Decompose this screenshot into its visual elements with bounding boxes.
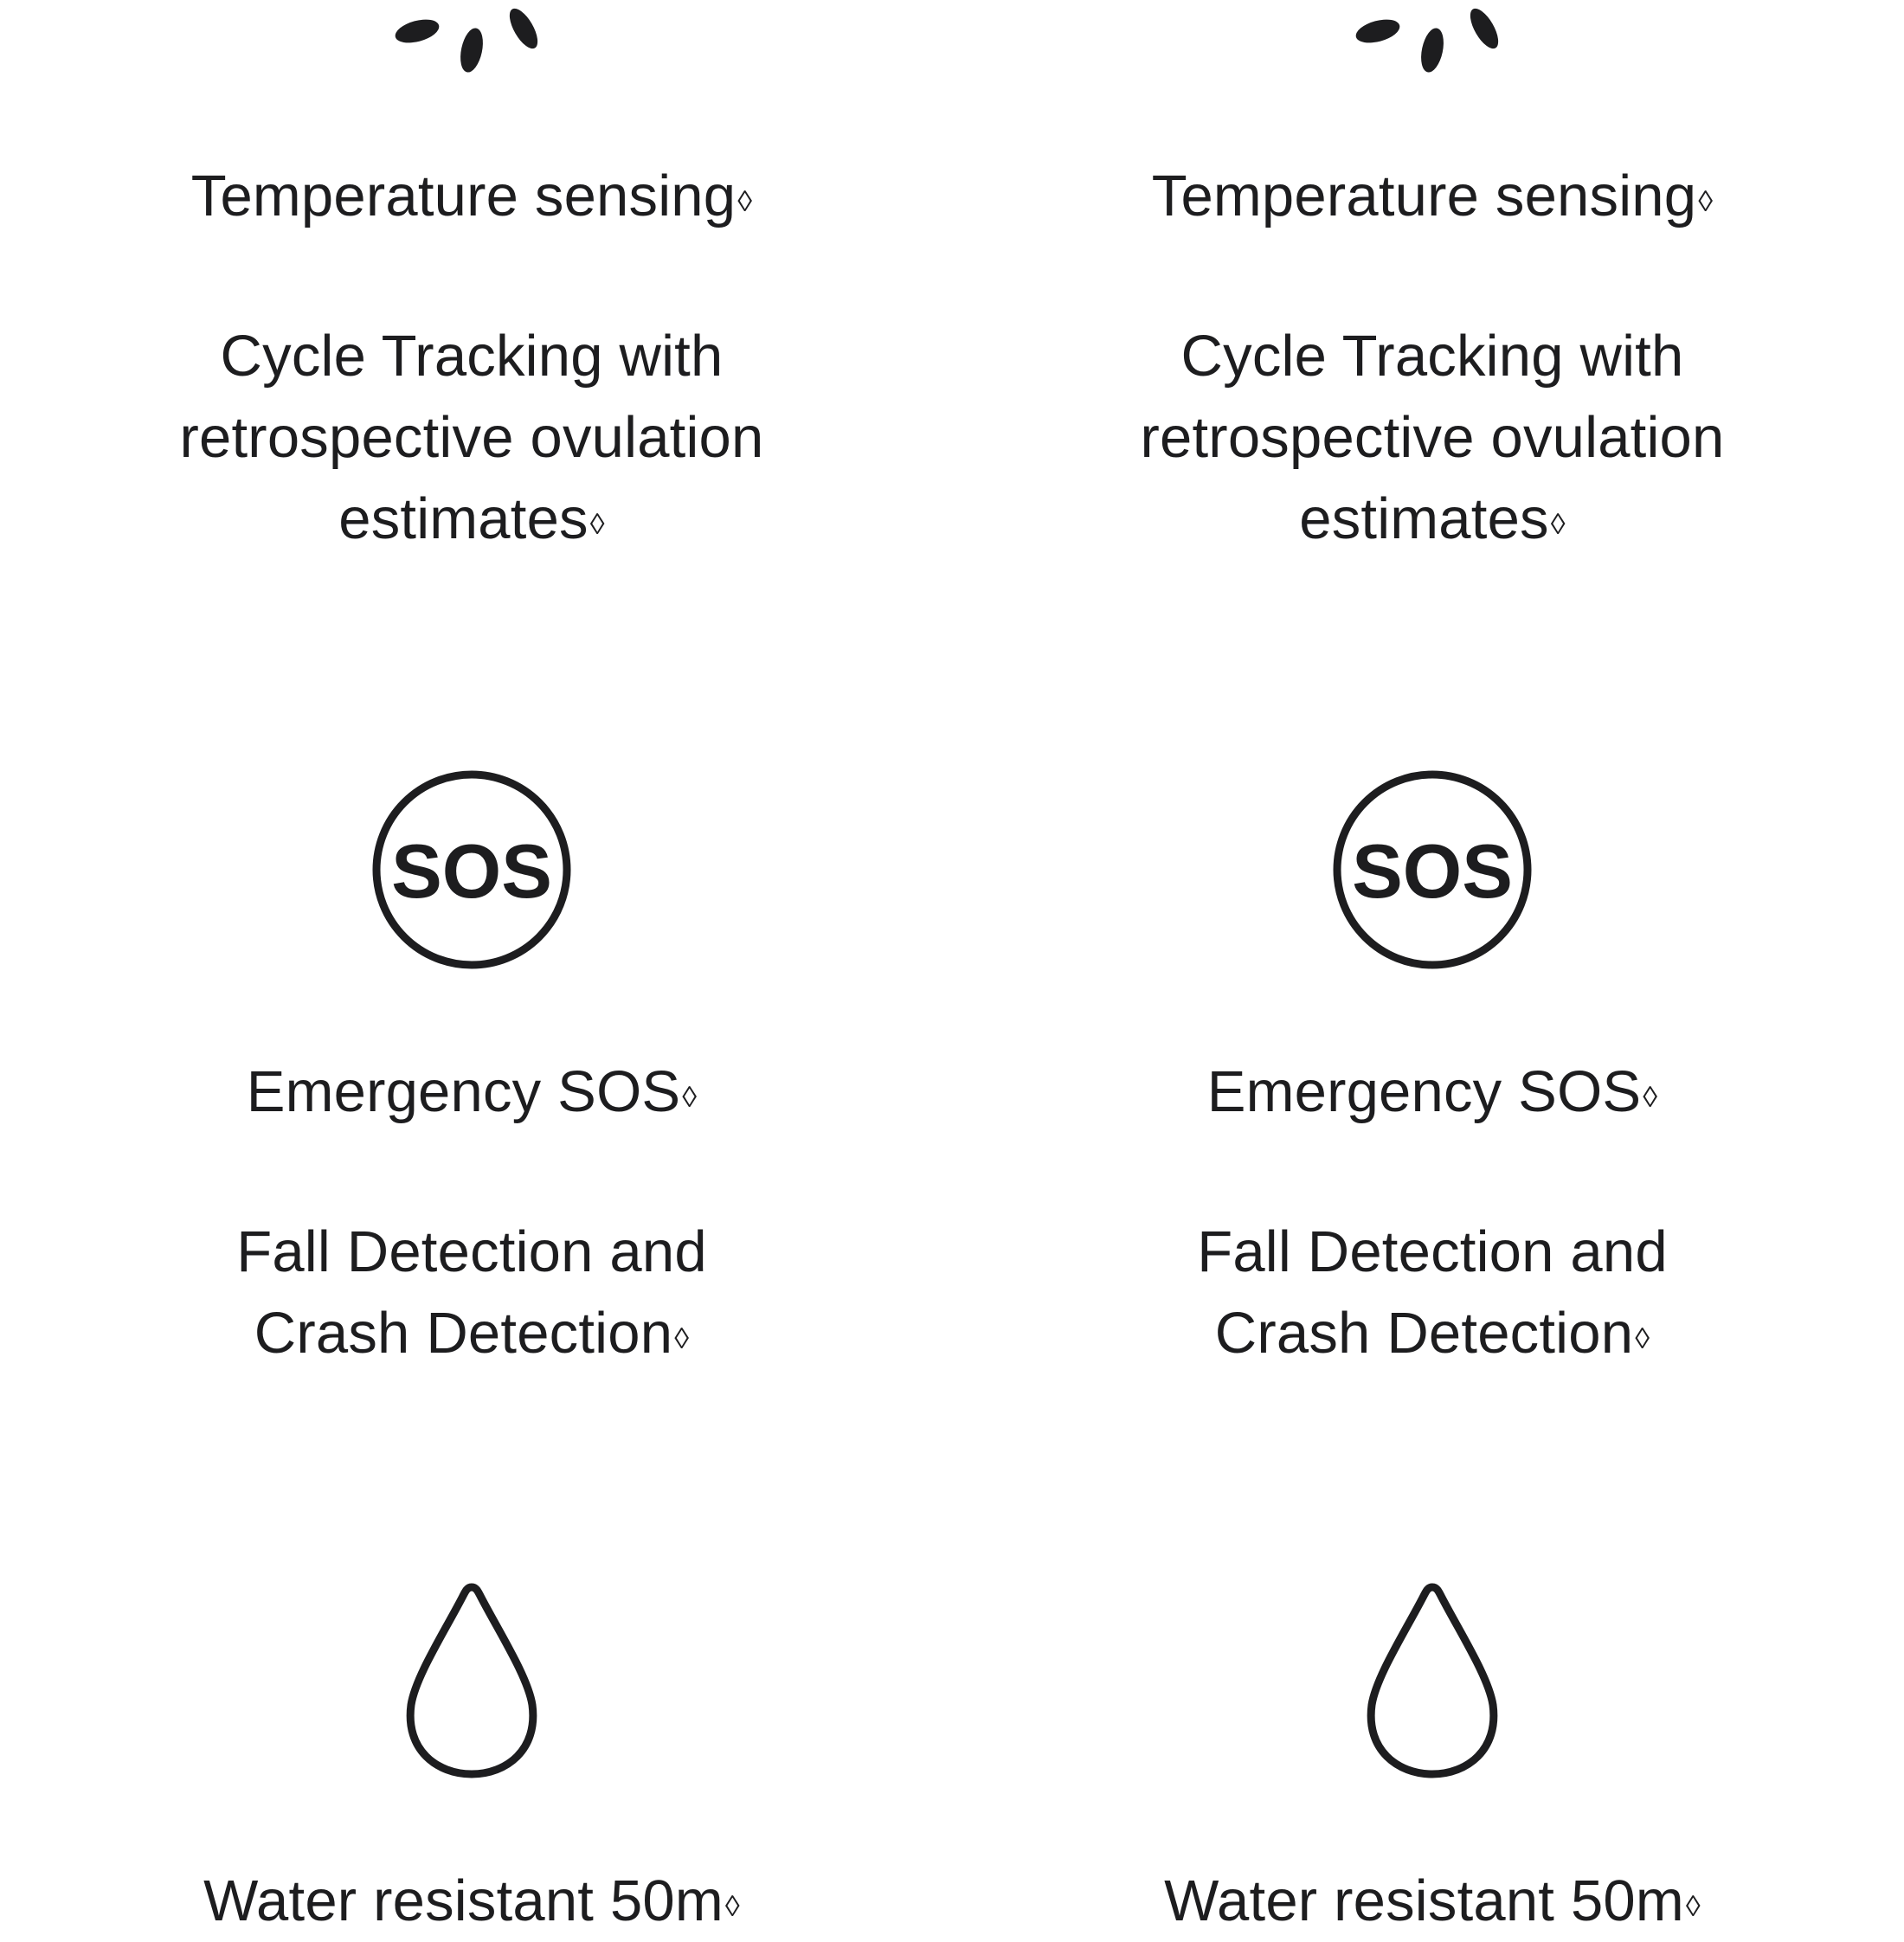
footnote-mark: ◊ xyxy=(724,1890,740,1923)
sos-icon xyxy=(1328,766,1536,974)
sparkle-icon xyxy=(394,7,550,76)
sos-icon-text: SOS xyxy=(391,828,552,914)
footnote-mark: ◊ xyxy=(1635,1322,1650,1355)
feature-emergency-sos xyxy=(1000,1051,1865,1133)
feature-emergency-sos xyxy=(39,1051,904,1133)
sos-icon xyxy=(368,766,576,974)
feature-label-line: estimates xyxy=(338,486,589,551)
footnote-mark: ◊ xyxy=(1685,1890,1701,1923)
footnote-mark: ◊ xyxy=(737,185,753,218)
footnote-mark: ◊ xyxy=(589,508,605,541)
feature-label-line: Cycle Tracking with xyxy=(220,324,724,389)
feature-fall-detection xyxy=(1000,1212,1865,1374)
water-drop-icon xyxy=(398,1577,545,1784)
feature-cycle-tracking xyxy=(39,316,904,560)
feature-cycle-tracking xyxy=(1000,316,1865,560)
feature-water-resistant xyxy=(1000,1861,1865,1942)
feature-fall-detection xyxy=(39,1212,904,1374)
feature-label-line: Fall Detection and xyxy=(236,1219,707,1284)
footnote-mark: ◊ xyxy=(1550,508,1566,541)
feature-label-line: Cycle Tracking with xyxy=(1180,324,1684,389)
footnote-mark: ◊ xyxy=(682,1081,698,1114)
feature-label-line: estimates xyxy=(1299,486,1549,551)
feature-temperature-sensing xyxy=(39,156,904,237)
feature-label: Water resistant 50m xyxy=(203,1868,724,1933)
feature-column-right xyxy=(1000,0,1865,1933)
feature-label: Temperature sensing xyxy=(1151,164,1697,228)
feature-label-line: retrospective ovulation xyxy=(1140,405,1725,470)
footnote-mark: ◊ xyxy=(1698,185,1714,218)
sparkle-icon xyxy=(1354,7,1510,76)
feature-label: Water resistant 50m xyxy=(1164,1868,1684,1933)
feature-label: Emergency SOS xyxy=(1206,1059,1642,1124)
footnote-mark: ◊ xyxy=(1643,1081,1658,1114)
feature-label: Temperature sensing xyxy=(190,164,737,228)
feature-label: Emergency SOS xyxy=(246,1059,681,1124)
feature-label-line: retrospective ovulation xyxy=(179,405,764,470)
feature-temperature-sensing xyxy=(1000,156,1865,237)
feature-water-resistant xyxy=(39,1861,904,1942)
water-drop-icon xyxy=(1359,1577,1506,1784)
feature-column-left xyxy=(39,0,904,1933)
feature-label-line: Crash Detection xyxy=(1214,1301,1634,1366)
sos-icon-text: SOS xyxy=(1352,828,1513,914)
feature-label-line: Fall Detection and xyxy=(1197,1219,1668,1284)
footnote-mark: ◊ xyxy=(674,1322,690,1355)
feature-label-line: Crash Detection xyxy=(254,1301,673,1366)
